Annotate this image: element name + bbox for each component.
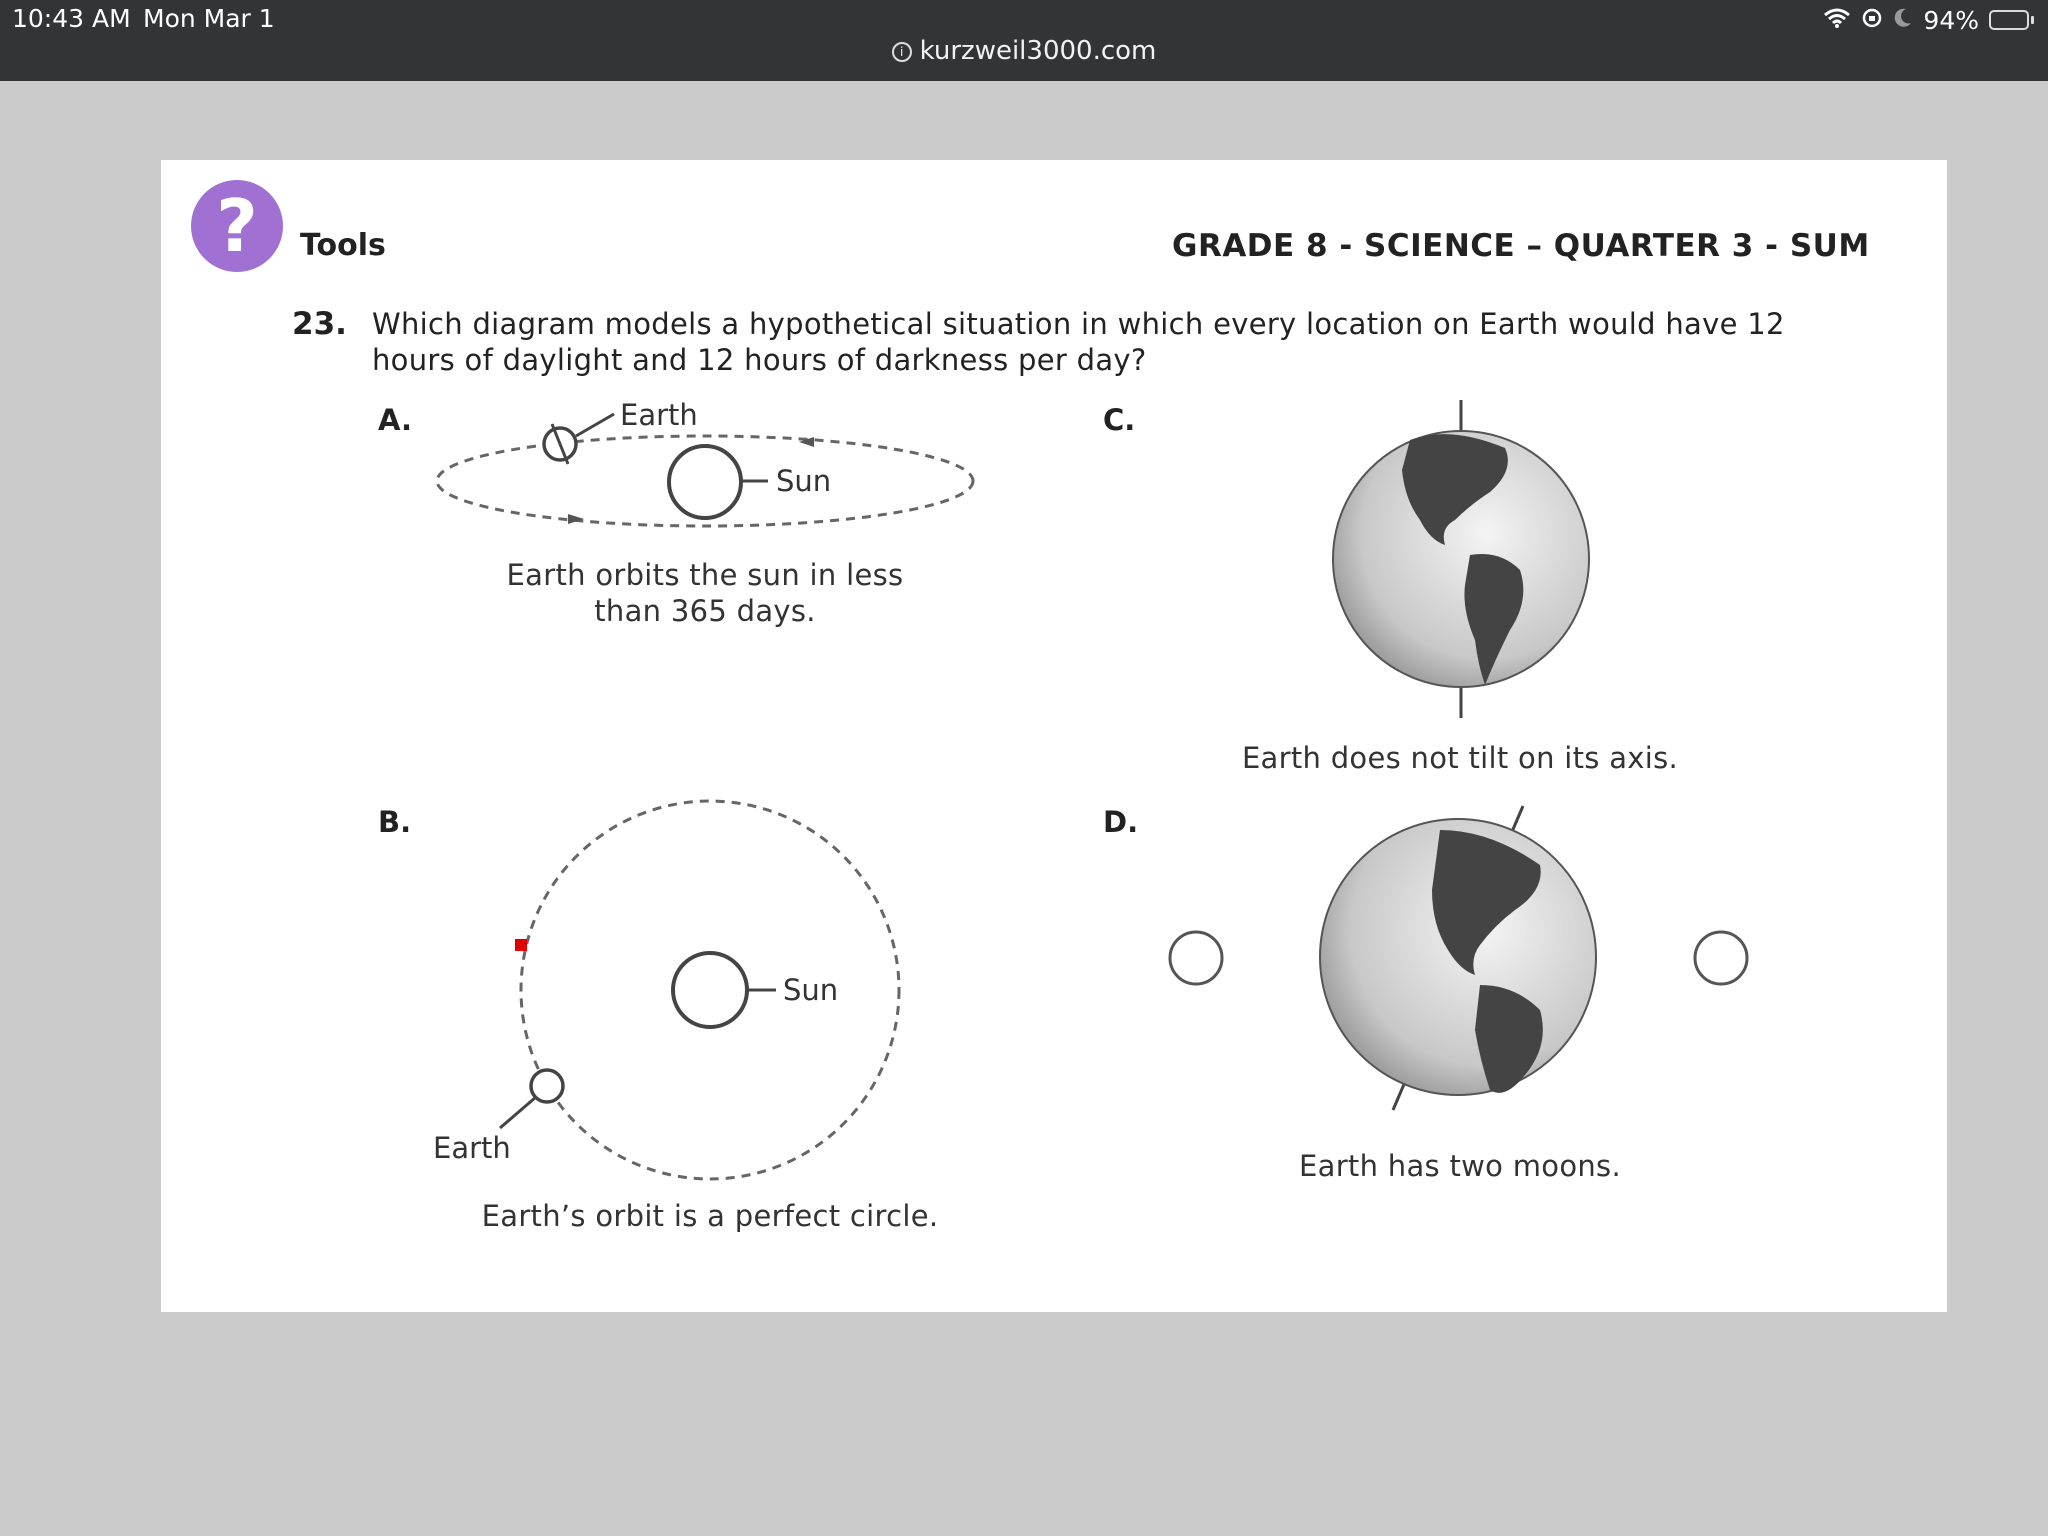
moon-right [1695,932,1747,984]
question-number: 23. [292,306,347,342]
option-c-caption: Earth does not tilt on its axis. [1241,741,1679,775]
tools-menu[interactable]: Tools [300,228,386,263]
info-icon[interactable]: i [892,42,912,62]
sun-circle [673,953,747,1027]
option-d-letter: D. [1103,805,1139,839]
page-title: GRADE 8 - SCIENCE – QUARTER 3 - SUM [1172,228,1870,264]
option-d-caption: Earth has two moons. [1299,1149,1621,1183]
sun-circle [669,446,741,518]
option-b-diagram [500,801,899,1179]
annotation-marker [515,939,527,951]
option-a-diagram [437,414,973,526]
option-a-caption-line2: than 365 days. [594,594,816,628]
option-a-sun-label: Sun [776,464,832,498]
question-text: Which diagram models a hypothetical situation in which every location on Earth would have 12 hours of daylight and 12 hours of darkness per day? [372,307,1785,377]
option-d-globe [1170,806,1747,1110]
status-time: 10:43 AM [12,4,131,33]
option-b-sun-label: Sun [783,973,839,1007]
option-a-caption [470,557,940,629]
option-b-letter: B. [378,805,412,839]
help-button[interactable]: ? [191,180,283,272]
option-c-globe [1333,400,1589,718]
option-a-earth-label: Earth [620,398,698,432]
orbit-arrow-bottom [568,514,584,524]
option-b-caption: Earth’s orbit is a perfect circle. [481,1199,939,1233]
moon-left [1170,932,1222,984]
option-a-letter: A. [378,403,412,437]
option-b-earth-label: Earth [433,1131,511,1165]
option-c-letter: C. [1103,403,1136,437]
status-date: Mon Mar 1 [143,4,275,33]
url-text[interactable]: kurzweil3000.com [919,36,1157,66]
battery-percent: 94% [1923,5,1979,35]
option-a-caption-line1: Earth orbits the sun in less [506,558,904,592]
